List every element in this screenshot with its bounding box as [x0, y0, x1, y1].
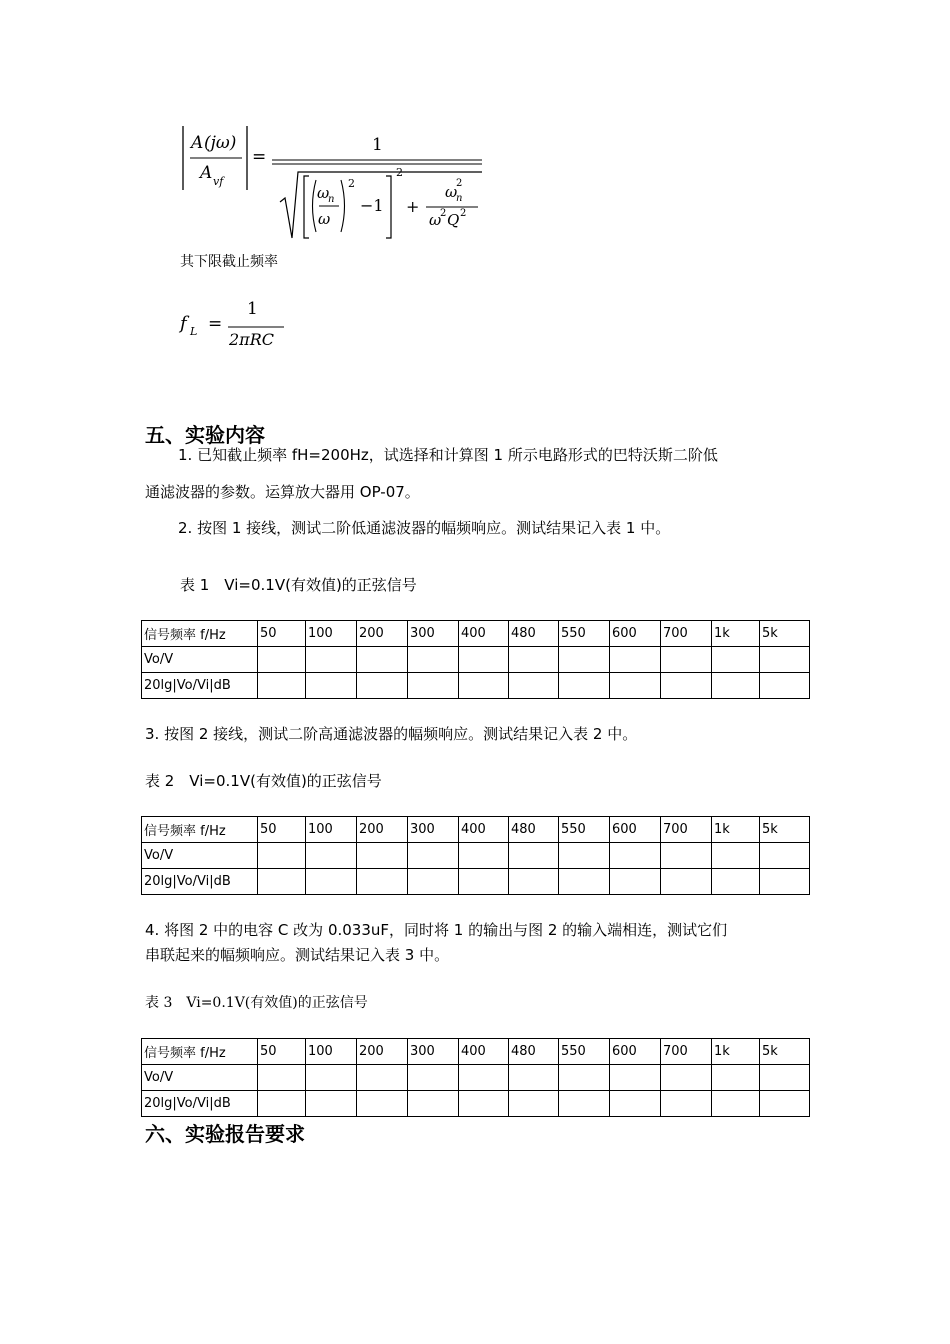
table1-empty-cell [760, 647, 810, 673]
item2-text: 2. 按图 1 接线，测试二阶低通滤波器的幅频响应。测试结果记入表 1 中。 [178, 519, 671, 537]
formula-omega-n: ω [317, 184, 330, 202]
table2-freq-cell: 300 [408, 817, 459, 843]
table1-empty-cell [306, 673, 357, 699]
table2-freq-cell: 400 [459, 817, 509, 843]
table1-row-header: Vo/V [142, 647, 258, 673]
table3-empty-cell [559, 1065, 610, 1091]
table1-empty-cell [459, 673, 509, 699]
table2-empty-cell [408, 843, 459, 869]
formula-rhs-omega-den: ω [429, 211, 442, 229]
table3-freq-cell: 100 [306, 1039, 357, 1065]
table2-empty-cell [509, 869, 559, 895]
table2-empty-cell [661, 843, 712, 869]
formula-den-sub: vf [213, 175, 224, 188]
table1-empty-cell [258, 673, 306, 699]
table2-empty-cell [258, 869, 306, 895]
table1-freq-cell: 480 [509, 621, 559, 647]
table3-empty-cell [357, 1065, 408, 1091]
table1 [141, 620, 810, 699]
table2-empty-cell [559, 843, 610, 869]
table3-empty-cell [509, 1091, 559, 1117]
table2-empty-cell [306, 869, 357, 895]
formula2-fraction-bar [228, 325, 288, 329]
table1-freq-cell: 1k [712, 621, 760, 647]
formula-rhs-omega-n: ω [445, 183, 458, 201]
table1-empty-cell [509, 673, 559, 699]
formula-num-arg: (jω) [204, 133, 237, 153]
table2 [141, 816, 810, 895]
formula-inner-square: 2 [348, 177, 355, 190]
table2-empty-cell [760, 869, 810, 895]
table1-empty-cell [712, 647, 760, 673]
table1-empty-cell [408, 673, 459, 699]
table1-empty-cell [661, 673, 712, 699]
formula2-denominator: 2πRC [229, 330, 274, 349]
table2-freq-cell: 600 [610, 817, 661, 843]
table2-empty-cell [559, 869, 610, 895]
table2-freq-cell: 1k [712, 817, 760, 843]
table3-empty-cell [408, 1091, 459, 1117]
table3-empty-cell [258, 1091, 306, 1117]
table3-freq-cell: 5k [760, 1039, 810, 1065]
table3-vo-row [142, 1065, 810, 1091]
table2-empty-cell [610, 843, 661, 869]
formula-rhs-omega-square: 2 [440, 208, 447, 219]
table1-freq-cell: 5k [760, 621, 810, 647]
formula-rhs-omega-n-sub: n [456, 193, 463, 204]
table2-caption: 表 2 Vi=0.1V(有效值)的正弦信号 [145, 772, 382, 790]
table2-row-header: 20lg|Vo/Vi|dB [142, 869, 258, 895]
table3-empty-cell [661, 1065, 712, 1091]
table1-caption: 表 1 Vi=0.1V(有效值)的正弦信号 [180, 576, 417, 594]
formula-equals: = [252, 147, 267, 167]
formula-plus: + [406, 197, 420, 216]
table1-empty-cell [509, 647, 559, 673]
table2-row-header: Vo/V [142, 843, 258, 869]
table3-empty-cell [712, 1065, 760, 1091]
table3-row-header: 信号频率 f/Hz [142, 1039, 258, 1065]
table1-empty-cell [408, 647, 459, 673]
table1-empty-cell [559, 673, 610, 699]
item1-line2: 通滤波器的参数。运算放大器用 OP-07。 [145, 483, 420, 501]
table2-empty-cell [610, 869, 661, 895]
table1-empty-cell [559, 647, 610, 673]
formula-minus-one: −1 [360, 196, 384, 215]
table3-caption: 表 3 Vi=0.1V(有效值)的正弦信号 [145, 995, 368, 1011]
table2-empty-cell [509, 843, 559, 869]
table3 [141, 1038, 810, 1117]
formula-bracket-square: 2 [396, 166, 403, 179]
table3-empty-cell [712, 1091, 760, 1117]
formula-rhs-q: Q [447, 211, 460, 229]
table1-empty-cell [760, 673, 810, 699]
table2-empty-cell [459, 869, 509, 895]
table3-empty-cell [258, 1065, 306, 1091]
table2-freq-cell: 480 [509, 817, 559, 843]
table3-empty-cell [357, 1091, 408, 1117]
table3-empty-cell [459, 1065, 509, 1091]
table1-row-header: 信号频率 f/Hz [142, 621, 258, 647]
formula-numerator-one: 1 [372, 135, 383, 155]
formula-omega-n-sub: n [328, 194, 335, 205]
table3-empty-cell [509, 1065, 559, 1091]
table3-freq-cell: 400 [459, 1039, 509, 1065]
table2-empty-cell [712, 869, 760, 895]
table2-row-header: 信号频率 f/Hz [142, 817, 258, 843]
table1-empty-cell [357, 673, 408, 699]
table2-empty-cell [357, 843, 408, 869]
item4-line2: 串联起来的幅频响应。测试结果记入表 3 中。 [145, 946, 450, 964]
table1-freq-cell: 600 [610, 621, 661, 647]
formula-rhs-q-square: 2 [460, 208, 467, 219]
table3-freq-cell: 600 [610, 1039, 661, 1065]
table3-freq-cell: 700 [661, 1039, 712, 1065]
table2-empty-cell [459, 843, 509, 869]
table3-db-row [142, 1091, 810, 1117]
table1-empty-cell [661, 647, 712, 673]
table1-freq-cell: 50 [258, 621, 306, 647]
table3-empty-cell [661, 1091, 712, 1117]
table3-freq-cell: 480 [509, 1039, 559, 1065]
table1-empty-cell [459, 647, 509, 673]
table1-freq-cell: 200 [357, 621, 408, 647]
table2-empty-cell [661, 869, 712, 895]
table2-freq-cell: 50 [258, 817, 306, 843]
table3-empty-cell [760, 1065, 810, 1091]
formula-den-a: A [200, 163, 213, 183]
table2-freq-cell: 200 [357, 817, 408, 843]
formula2-equals: = [208, 314, 223, 334]
item3-text: 3. 按图 2 接线，测试二阶高通滤波器的幅频响应。测试结果记入表 2 中。 [145, 725, 638, 743]
item4-line1: 4. 将图 2 中的电容 C 改为 0.033uF，同时将 1 的输出与图 2 的输入端相连，测试它们 [145, 921, 728, 939]
table3-empty-cell [760, 1091, 810, 1117]
table3-row-header: 20lg|Vo/Vi|dB [142, 1091, 258, 1117]
table3-empty-cell [610, 1091, 661, 1117]
table2-vo-row [142, 843, 810, 869]
table1-empty-cell [610, 673, 661, 699]
table3-freq-cell: 200 [357, 1039, 408, 1065]
table2-empty-cell [408, 869, 459, 895]
table3-empty-cell [459, 1091, 509, 1117]
table3-freq-cell: 550 [559, 1039, 610, 1065]
table3-empty-cell [306, 1065, 357, 1091]
table1-db-row [142, 673, 810, 699]
table3-freq-cell: 50 [258, 1039, 306, 1065]
table2-freq-cell: 550 [559, 817, 610, 843]
table2-empty-cell [357, 869, 408, 895]
table3-empty-cell [306, 1091, 357, 1117]
table1-empty-cell [357, 647, 408, 673]
item1-line1: 1. 已知截止频率 fH=200Hz，试选择和计算图 1 所示电路形式的巴特沃斯二阶低 [178, 446, 718, 464]
section5-heading: 五、实验内容 [145, 423, 265, 447]
table3-empty-cell [610, 1065, 661, 1091]
table1-empty-cell [712, 673, 760, 699]
table3-freq-cell: 300 [408, 1039, 459, 1065]
table3-empty-cell [559, 1091, 610, 1117]
formula-rhs-num-square: 2 [456, 178, 463, 189]
table1-freq-cell: 100 [306, 621, 357, 647]
table2-header-row [142, 817, 810, 843]
table1-empty-cell [258, 647, 306, 673]
table1-freq-cell: 700 [661, 621, 712, 647]
cutoff-frequency-label: 其下限截止频率 [180, 254, 278, 270]
table3-empty-cell [408, 1065, 459, 1091]
table2-freq-cell: 5k [760, 817, 810, 843]
table2-freq-cell: 700 [661, 817, 712, 843]
formula2-lhs: f [180, 313, 187, 334]
formula2-lhs-sub: L [190, 325, 198, 338]
section6-heading: 六、实验报告要求 [145, 1122, 305, 1146]
formula-omega-den: ω [318, 210, 331, 228]
formula-num-a: A [191, 133, 204, 153]
table3-freq-cell: 1k [712, 1039, 760, 1065]
table1-empty-cell [306, 647, 357, 673]
table1-freq-cell: 550 [559, 621, 610, 647]
table2-empty-cell [306, 843, 357, 869]
table1-vo-row [142, 647, 810, 673]
table1-freq-cell: 300 [408, 621, 459, 647]
table1-row-header: 20lg|Vo/Vi|dB [142, 673, 258, 699]
table3-row-header: Vo/V [142, 1065, 258, 1091]
table3-header-row [142, 1039, 810, 1065]
table1-header-row [142, 621, 810, 647]
table2-empty-cell [712, 843, 760, 869]
table2-empty-cell [760, 843, 810, 869]
table1-empty-cell [610, 647, 661, 673]
table2-empty-cell [258, 843, 306, 869]
formula2-numerator: 1 [247, 299, 258, 319]
table2-freq-cell: 100 [306, 817, 357, 843]
table2-db-row [142, 869, 810, 895]
table1-freq-cell: 400 [459, 621, 509, 647]
